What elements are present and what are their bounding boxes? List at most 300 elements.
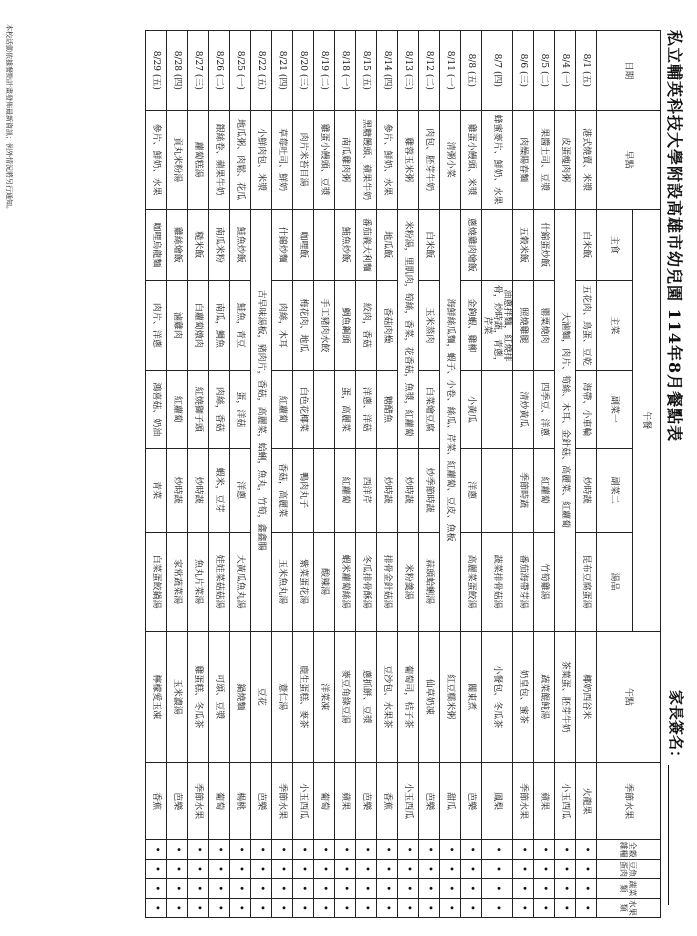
cell-fruit: 小玉西瓜 (555, 762, 576, 840)
cell-breakfast: 肉包、胚芽牛奶 (419, 110, 440, 209)
food-group-dot: • (398, 879, 419, 898)
cell-fruit: 葡萄 (314, 762, 335, 840)
cell-snack: 洋菜凍 (314, 631, 335, 762)
cell-fruit: 蘋果 (335, 762, 356, 840)
food-group-dot: • (230, 840, 251, 859)
cell-breakfast: 草莓吐司、鮮奶 (272, 110, 293, 209)
food-group-dot: • (272, 859, 293, 878)
cell-side2: 炒季節時蔬 (419, 448, 440, 532)
food-group-dot: • (576, 898, 597, 917)
table-row (534, 31, 555, 918)
cell-staple: 白米飯 (419, 209, 440, 280)
table-row (461, 31, 482, 918)
cell-fruit: 芭樂 (251, 762, 272, 840)
cell-side2 (314, 448, 335, 532)
food-group-dot: • (419, 840, 440, 859)
food-group-dot: • (377, 879, 398, 898)
food-group-dot: • (461, 840, 482, 859)
cell-date: 8/27 (三) (188, 31, 209, 111)
food-group-dot: • (461, 859, 482, 878)
cell-date: 8/12 (二) (419, 31, 440, 111)
cell-soup: 排骨金針菇湯 (377, 532, 398, 631)
cell-side1: 白色花椰菜 (293, 371, 314, 449)
table-row (482, 31, 513, 918)
header (663, 30, 689, 910)
cell-side2: 季節時蔬 (513, 448, 534, 532)
cell-soup: 蝦米蘿蔔絲湯 (335, 532, 356, 631)
cell-main-dish: 照燒雞腿 (513, 280, 534, 370)
cell-side2: 炒時蔬 (188, 448, 209, 532)
header-main-dish: 主菜 (597, 280, 633, 370)
food-group-dot: • (314, 840, 335, 859)
cell-side2: 紅蘿蔔 (534, 448, 555, 532)
table-row (513, 31, 534, 918)
cell-breakfast: 地瓜粥、肉鬆、花瓜 (230, 110, 251, 209)
header-side2: 副菜二 (597, 448, 633, 532)
cell-lunch-combined: 海鮮絲瓜麵，蝦子、小卷、絲瓜、芹菜、紅蘿蔔、豆皮、魚板 (440, 209, 461, 631)
food-group-dot: • (209, 859, 230, 878)
food-group-dot: • (335, 879, 356, 898)
cell-staple: 什錦炒麵 (272, 209, 293, 280)
cell-breakfast: 銀絲卷、蘋果牛奶 (209, 110, 230, 209)
table-row (419, 31, 440, 918)
cell-main-dish: 罌粟燒肉 (534, 280, 555, 370)
food-group-dot: • (251, 898, 272, 917)
cell-breakfast: 蘿蔔糕湯 (188, 110, 209, 209)
cell-main-dish: 梅花肉、地瓜 (293, 280, 314, 370)
cell-soup: 竹筍雞湯 (534, 532, 555, 631)
cell-side1: 四季豆、洋蔥 (534, 371, 555, 449)
food-group-dot: • (419, 859, 440, 878)
food-group-dot: • (398, 859, 419, 878)
cell-breakfast: 黑糖饅頭、蘋果牛奶 (356, 110, 377, 209)
cell-fruit: 芭樂 (167, 762, 188, 840)
cell-snack: 椰奶西谷米 (576, 631, 597, 762)
table-row (335, 31, 356, 918)
cell-snack: 檸檬愛玉凍 (146, 631, 167, 762)
food-group-dot: • (146, 879, 167, 898)
food-group-dot: • (555, 859, 576, 878)
cell-staple: 雞絲燴飯 (167, 209, 188, 280)
cell-soup: 昆布豆腐蛋湯 (576, 532, 597, 631)
food-group-dot: • (513, 879, 534, 898)
cell-fruit: 鳳梨 (482, 762, 513, 840)
cell-date: 8/25 (一) (230, 31, 251, 111)
cell-date: 8/11 (一) (440, 31, 461, 111)
food-group-dot: • (146, 898, 167, 917)
food-group-dot: • (461, 898, 482, 917)
cell-side2: 青菜 (146, 448, 167, 532)
cell-main-dish: 鯛魚鋼頭 (335, 280, 356, 370)
food-group-dot: • (576, 840, 597, 859)
cell-staple: 什錦蛋炒飯 (534, 209, 555, 280)
cell-snack: 小餐包、冬瓜茶 (482, 631, 513, 762)
cell-side1: 紅蘿蔔 (167, 371, 188, 449)
cell-fruit: 季節水果 (188, 762, 209, 840)
menu-body (146, 31, 597, 918)
cell-staple: 鮭魚炒飯 (230, 209, 251, 280)
table-row (314, 31, 335, 918)
cell-fruit: 香蕉 (377, 762, 398, 840)
header-lunch: 午餐 (633, 209, 661, 631)
food-group-dot: • (356, 859, 377, 878)
cell-date: 8/14 (四) (377, 31, 398, 111)
signature-label: 家長簽名： (667, 690, 685, 766)
cell-breakfast: 參片、鮮奶、水果 (377, 110, 398, 209)
food-group-dot: • (513, 840, 534, 859)
food-group-dot: • (335, 859, 356, 878)
cell-breakfast: 貢丸米粉湯 (167, 110, 188, 209)
food-group-dot: • (440, 859, 461, 878)
menu-table (145, 30, 661, 918)
cell-date: 8/28 (四) (167, 31, 188, 111)
cell-fruit: 小玉西瓜 (293, 762, 314, 840)
food-group-dot: • (230, 879, 251, 898)
cell-snack: 紅豆糯米粥 (440, 631, 461, 762)
cell-breakfast: 參片、鮮奶、水果 (146, 110, 167, 209)
food-group-dot: • (555, 840, 576, 859)
cell-staple: 南瓜米粉 (209, 209, 230, 280)
cell-soup: 米粉羹湯 (398, 532, 419, 631)
page-title: 私立輔英科技大學附設高雄市幼兒園 114年8月餐點表 (665, 30, 684, 443)
cell-soup: 番茄海帶芽湯 (513, 532, 534, 631)
cell-main-dish: 肉絲，木耳 (272, 280, 293, 370)
food-group-dot: • (555, 879, 576, 898)
cell-date: 8/1 (五) (576, 31, 597, 111)
food-group-dot: • (398, 840, 419, 859)
header-breakfast: 早點 (597, 110, 661, 209)
header-side1: 副菜一 (597, 371, 633, 449)
food-group-dot: • (314, 879, 335, 898)
cell-fruit: 香蕉 (146, 762, 167, 840)
food-group-dot: • (293, 898, 314, 917)
cell-main-dish: 手工豬肉水餃 (314, 280, 335, 370)
cell-date: 8/20 (三) (293, 31, 314, 111)
food-group-dot: • (272, 879, 293, 898)
table-row (398, 31, 419, 918)
cell-staple: 糙米飯 (188, 209, 209, 280)
cell-side2: 鴨肉丸子 (293, 448, 314, 532)
cell-staple: 番茄義大利麵 (356, 209, 377, 280)
cell-staple: 地瓜飯 (377, 209, 398, 280)
cell-fruit: 葡萄 (209, 762, 230, 840)
header-fruits: 水果類 (597, 898, 661, 917)
food-group-dot: • (440, 879, 461, 898)
cell-date: 8/21 (四) (272, 31, 293, 111)
food-group-dot: • (440, 898, 461, 917)
cell-main-dish: 金鉤蝦、雞柳 (461, 280, 482, 370)
food-group-dot: • (440, 840, 461, 859)
food-group-dot: • (230, 898, 251, 917)
cell-soup: 紫菜蛋花湯 (293, 532, 314, 631)
cell-snack: 豆沙包、水果茶 (377, 631, 398, 762)
cell-staple (482, 209, 513, 280)
food-group-dot: • (293, 859, 314, 878)
food-group-dot: • (251, 840, 272, 859)
header-grains: 全穀雜糧 (597, 840, 661, 859)
food-group-dot: • (377, 840, 398, 859)
food-group-dot: • (293, 840, 314, 859)
cell-staple: 咖哩飯 (293, 209, 314, 280)
cell-soup: 家常蔬菜湯 (167, 532, 188, 631)
cell-side1: 紅燒獅子頭 (188, 371, 209, 449)
cell-side1: 肉絲，香菇 (209, 371, 230, 449)
cell-fruit: 芭樂 (356, 762, 377, 840)
cell-snack: 豆花 (251, 631, 272, 762)
food-group-dot: • (482, 879, 513, 898)
food-group-dot: • (576, 859, 597, 878)
table-row (146, 31, 167, 918)
food-group-dot: • (576, 879, 597, 898)
cell-date: 8/4 (一) (555, 31, 576, 111)
table-row (209, 31, 230, 918)
cell-soup: 蒜頭蛤蜊湯 (419, 532, 440, 631)
cell-soup: 高麗菜蛋餃湯 (461, 532, 482, 631)
cell-staple: 鮪魚炒飯 (335, 209, 356, 280)
cell-snack: 玉米濃湯 (167, 631, 188, 762)
cell-snack: 鹿生蛋糕、麥茶 (293, 631, 314, 762)
table-row (576, 31, 597, 918)
food-group-dot: • (513, 859, 534, 878)
table-row (230, 31, 251, 918)
cell-snack: 可頌、豆漿 (209, 631, 230, 762)
food-group-dot: • (335, 898, 356, 917)
cell-breakfast: 皮蛋瘦肉粥 (555, 110, 576, 209)
cell-fruit: 季節水果 (272, 762, 293, 840)
food-group-dot: • (188, 898, 209, 917)
cell-date: 8/7 (四) (482, 31, 513, 111)
cell-breakfast: 肉燥陽春麵 (513, 110, 534, 209)
cell-fruit: 小玉西瓜 (398, 762, 419, 840)
header-snack: 午點 (597, 631, 661, 762)
food-group-dot: • (398, 898, 419, 917)
cell-lunch-combined: 古早味湯板，豬肉片，香菇，高麗菜，蛤蜊，魚丸，竹筍，鑫鑫腸 (251, 209, 272, 631)
cell-staple: 五穀米飯 (513, 209, 534, 280)
food-group-dot: • (209, 898, 230, 917)
food-group-dot: • (293, 879, 314, 898)
cell-main-dish: 白蘿蔔燉肉 (188, 280, 209, 370)
cell-main-dish: 鮭魚，青豆 (230, 280, 251, 370)
cell-side2: 紅蘿蔔 (335, 448, 356, 532)
food-group-dot: • (188, 840, 209, 859)
food-group-dot: • (534, 898, 555, 917)
header-fruit: 季節水果 (597, 762, 661, 840)
cell-main-dish: 玉米蒸肉 (419, 280, 440, 370)
cell-side2: 蝦米，豆芽 (209, 448, 230, 532)
cell-staple: 咖哩烏龍麵 (146, 209, 167, 280)
cell-snack: 麥豆角綠豆湯 (335, 631, 356, 762)
table-row (377, 31, 398, 918)
cell-soup: 魚丸片菜湯 (188, 532, 209, 631)
food-group-dot: • (209, 840, 230, 859)
cell-fruit: 芭樂 (461, 762, 482, 840)
cell-staple: 白米飯 (576, 209, 597, 280)
food-group-dot: • (419, 879, 440, 898)
table-row (293, 31, 314, 918)
food-group-dot: • (188, 859, 209, 878)
cell-snack: 蔥抓餅、豆漿 (356, 631, 377, 762)
food-group-dot: • (272, 898, 293, 917)
cell-breakfast: 小鮮肉包、米漿 (251, 110, 272, 209)
cell-snack: 薏仁湯 (272, 631, 293, 762)
food-group-dot: • (377, 859, 398, 878)
food-group-dot: • (356, 840, 377, 859)
food-group-dot: • (482, 898, 513, 917)
cell-fruit: 甜瓜 (440, 762, 461, 840)
cell-side1: 白菜燴豆腐 (419, 371, 440, 449)
cell-soup: 白菜蛋餃鍋湯 (146, 532, 167, 631)
food-group-dot: • (482, 859, 513, 878)
food-group-dot: • (314, 859, 335, 878)
header-staple: 主食 (597, 209, 633, 280)
food-group-dot: • (555, 898, 576, 917)
table-row (272, 31, 293, 918)
header-date: 日期 (597, 31, 661, 111)
food-group-dot: • (356, 879, 377, 898)
cell-fruit: 芭樂 (419, 762, 440, 840)
cell-snack: 鍋燒麵 (230, 631, 251, 762)
cell-lunch-combined: 米粉湯，里肌肉，筍絲，香菜，花香菇，魚漿，紅蘿蔔 (398, 209, 419, 448)
cell-soup: 酸辣湯 (314, 532, 335, 631)
food-group-dot: • (209, 879, 230, 898)
food-group-dot: • (534, 879, 555, 898)
cell-main-dish: 油蔥拌麵，紅燒排骨，炒時蔬，青蔥，芹菜 (482, 280, 513, 370)
cell-soup: 蔬菜排骨菇湯 (482, 532, 513, 631)
cell-soup: 冬瓜排骨酥湯 (356, 532, 377, 631)
food-group-dot: • (356, 898, 377, 917)
footnote: 本校活動依據餐點計畫發佈最新資訊；例外情況將另行通知。 (5, 24, 13, 213)
cell-breakfast: 港式燒賣、米漿 (576, 110, 597, 209)
food-group-dot: • (461, 879, 482, 898)
cell-date: 8/15 (五) (356, 31, 377, 111)
table-row (188, 31, 209, 918)
cell-side1: 蛋，洋菇 (230, 371, 251, 449)
cell-side2: 西洋芹 (356, 448, 377, 532)
cell-side1: 鴻喜菇、奶油 (146, 371, 167, 449)
cell-fruit: 楊桃 (230, 762, 251, 840)
header-protein: 豆魚蛋肉 (597, 859, 661, 878)
cell-side1: 紅蘿蔔 (272, 371, 293, 449)
cell-fruit: 季節水果 (513, 762, 534, 840)
cell-snack: 仙草奶凍 (419, 631, 440, 762)
header-soup: 湯品 (597, 532, 633, 631)
cell-breakfast: 肉片米苔目湯 (293, 110, 314, 209)
food-group-dot: • (482, 840, 513, 859)
food-group-dot: • (314, 898, 335, 917)
food-group-dot: • (251, 879, 272, 898)
cell-date: 8/26 (二) (209, 31, 230, 111)
cell-date: 8/6 (三) (513, 31, 534, 111)
cell-side1: 蛋，高麗菜 (335, 371, 356, 449)
cell-date: 8/19 (二) (314, 31, 335, 111)
cell-side1 (482, 371, 513, 449)
cell-breakfast: 南瓜雞肉粥 (335, 110, 356, 209)
cell-side2: 炒時蔬 (398, 448, 419, 532)
cell-staple (314, 209, 335, 280)
cell-snack: 葡萄司，桔子茶 (398, 631, 419, 762)
cell-side2: 洋蔥 (461, 448, 482, 532)
cell-breakfast: 雞蛋小饅頭、米漿 (461, 110, 482, 209)
cell-main-dish: 絞肉，香菇 (356, 280, 377, 370)
food-group-dot: • (230, 859, 251, 878)
cell-main-dish: 南瓜，鯛魚 (209, 280, 230, 370)
food-group-dot: • (513, 898, 534, 917)
cell-breakfast: 蜂蜜麥片、鮮奶、水果 (482, 110, 513, 209)
cell-breakfast: 清粥小菜 (440, 110, 461, 209)
cell-date: 8/18 (一) (335, 31, 356, 111)
header-vegetables: 蔬菜類 (597, 879, 661, 898)
cell-side1: 糖醋魚 (377, 371, 398, 449)
table-row (555, 31, 576, 918)
cell-date: 8/13 (三) (398, 31, 419, 111)
signature-line (668, 765, 669, 905)
food-group-dot: • (534, 840, 555, 859)
cell-main-dish: 香菇肉燥 (377, 280, 398, 370)
cell-snack: 茶葉蛋、胚芽牛奶 (555, 631, 576, 762)
table-row (356, 31, 377, 918)
cell-breakfast: 果醬土司、豆漿 (534, 110, 555, 209)
cell-soup: 大黃瓜魚丸湯 (230, 532, 251, 631)
food-group-dot: • (146, 859, 167, 878)
food-group-dot: • (167, 898, 188, 917)
food-group-dot: • (167, 859, 188, 878)
cell-date: 8/8 (五) (461, 31, 482, 111)
cell-side1: 清炒黃瓜 (513, 371, 534, 449)
cell-side2: 炒時蔬 (576, 448, 597, 532)
cell-side1: 海帶、小車輪 (576, 371, 597, 449)
food-group-dot: • (167, 840, 188, 859)
cell-snack: 雞蛋糕、冬瓜茶 (188, 631, 209, 762)
food-group-dot: • (167, 879, 188, 898)
cell-date: 8/22 (五) (251, 31, 272, 111)
cell-side2 (482, 448, 513, 532)
cell-breakfast: 雞蛋小饅頭、豆漿 (314, 110, 335, 209)
cell-lunch-combined: 大滷麵，肉片、筍絲、木耳、金針菇、高麗菜、紅蘿蔔 (555, 209, 576, 631)
cell-snack: 蔬菜餛飩湯 (534, 631, 555, 762)
cell-breakfast: 雞蓉玉米粥 (398, 110, 419, 209)
cell-staple: 蔥燒雞肉燴飯 (461, 209, 482, 280)
food-group-dot: • (534, 859, 555, 878)
cell-side2: 香菇，高麗菜 (272, 448, 293, 532)
table-row (167, 31, 188, 918)
food-group-dot: • (377, 898, 398, 917)
table-row (251, 31, 272, 918)
cell-date: 8/5 (二) (534, 31, 555, 111)
food-group-dot: • (419, 898, 440, 917)
cell-side2: 炒時蔬 (377, 448, 398, 532)
table-row (440, 31, 461, 918)
cell-side2: 洋蔥 (230, 448, 251, 532)
cell-main-dish: 肉片、洋蔥 (146, 280, 167, 370)
cell-side1: 小黃瓜 (461, 371, 482, 449)
cell-side1 (314, 371, 335, 449)
cell-main-dish: 五花肉、鳥蛋、豆乾 (576, 280, 597, 370)
food-group-dot: • (188, 879, 209, 898)
food-group-dot: • (146, 840, 167, 859)
cell-fruit: 蘋果 (534, 762, 555, 840)
food-group-dot: • (251, 859, 272, 878)
food-group-dot: • (335, 840, 356, 859)
cell-date: 8/29 (五) (146, 31, 167, 111)
cell-fruit: 火龍果 (576, 762, 597, 840)
cell-snack: 奶皇包、蜜茶 (513, 631, 534, 762)
cell-snack: 關東煮 (461, 631, 482, 762)
cell-side1: 洋蔥、洋菇 (356, 371, 377, 449)
cell-side2: 炒時蔬 (167, 448, 188, 532)
cell-soup: 娃娃菜菇菇湯 (209, 532, 230, 631)
food-group-dot: • (272, 840, 293, 859)
cell-soup: 玉米魚丸湯 (272, 532, 293, 631)
